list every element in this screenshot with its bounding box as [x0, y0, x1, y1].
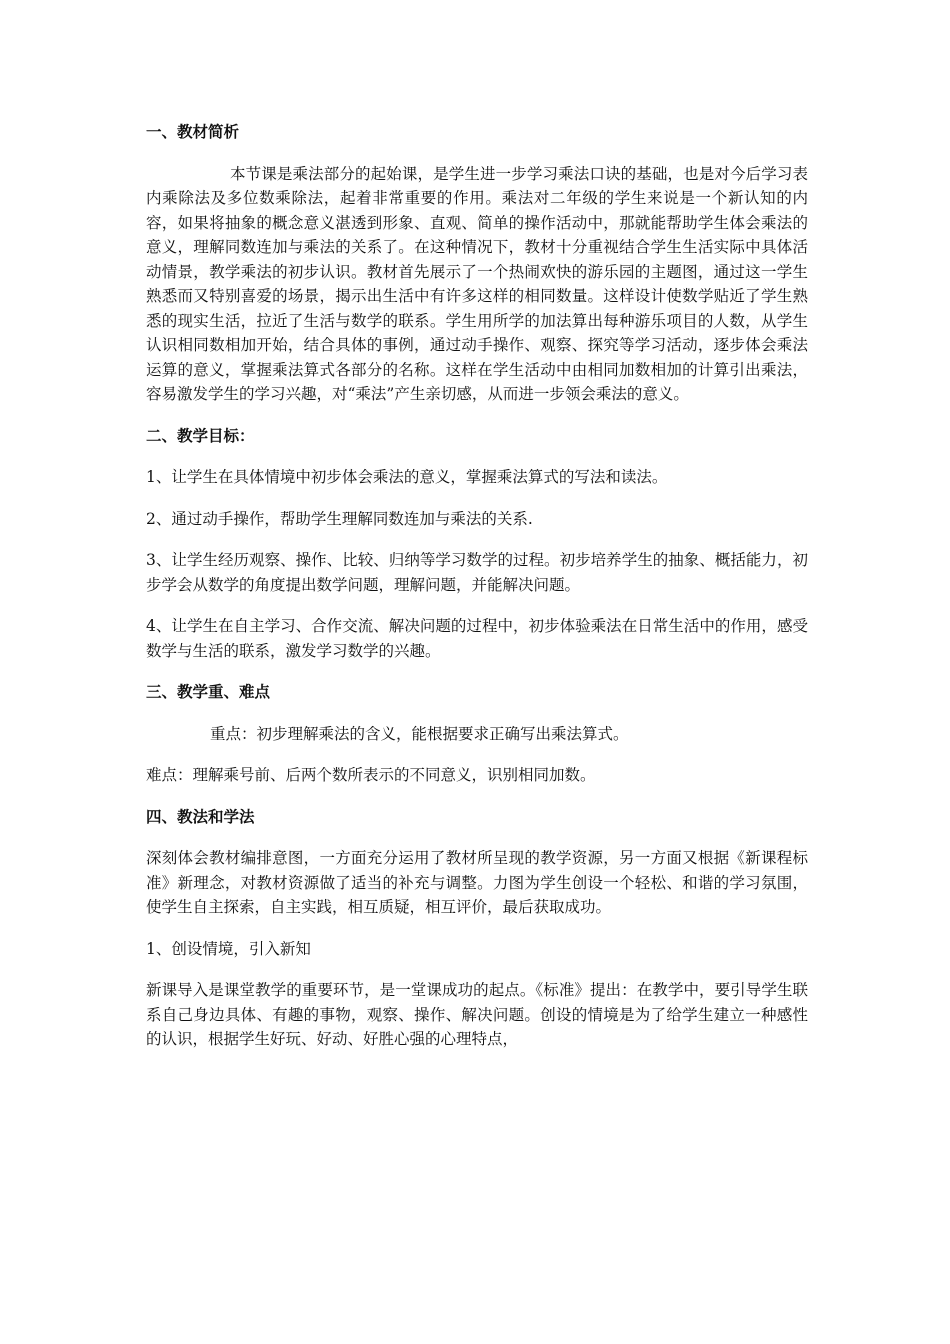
methods-paragraph: 深刻体会教材编排意图，一方面充分运用了教材所呈现的教学资源，另一方面又根据《新课程标准》新理念，对教材资源做了适当的补充与调整。力图为学生创设一个轻松、和谐的学习氛围，使学生自主探索，自主实践，相互质疑，相互评价，最后获取成功。	[146, 849, 808, 916]
teaching-goal-4: 4、让学生在自主学习、合作交流、解决问题的过程中，初步体验乘法在日常生活中的作用，感受数学与生活的联系，激发学习数学的兴趣。	[146, 617, 808, 660]
teaching-goal-3: 3、让学生经历观察、操作、比较、归纳等学习数学的过程。初步培养学生的抽象、概括能力，初步学会从数学的角度提出数学问题，理解问题，并能解决问题。	[146, 551, 808, 594]
teaching-goal-1: 1、让学生在具体情境中初步体会乘法的意义，掌握乘法算式的写法和读法。	[146, 468, 668, 486]
section-heading-methods: 四、教法和学法	[146, 807, 255, 826]
document-page	[146, 120, 808, 1069]
methods-subheading-1: 1、创设情境，引入新知	[146, 939, 311, 958]
difficult-point: 难点：理解乘号前、后两个数所表示的不同意义，识别相同加数。	[146, 766, 596, 784]
key-point: 重点：初步理解乘法的含义，能根据要求正确写出乘法算式。	[210, 724, 629, 743]
section-heading-textbook-analysis: 一、教材简析	[146, 123, 240, 141]
section-heading-key-difficult-points: 三、教学重、难点	[146, 683, 271, 701]
textbook-analysis-paragraph: 本节课是乘法部分的起始课，是学生进一步学习乘法口诀的基础，也是对今后学习表内乘除法及多位数乘除法，起着非常重要的作用。乘法对二年级的学生来说是一个新认知的内容，如果将抽象的概念意义湛透到形象、直观、简单的操作活动中，那就能帮助学生体会乘法的意义，理解同数连加与乘法的关系了。在这种情况下，教材十分重视结合学生生活实际中具体活动情景，教学乘法的初步认识。教材首先展示了一个热闹欢快的游乐园的主题图，通过这一学生熟悉而又特别喜爱的场景，揭示出生活中有许多这样的相同数量。这样设计使数学贴近了学生熟悉的现实生活，拉近了生活与数学的联系。学生用所学的加法算出每种游乐项目的人数，从学生认识相同数相加开始，结合具体的事例，通过动手操作、观察、探究等学习活动，逐步体会乘法运算的意义，掌握乘法算式各部分的名称。这样在学生活动中由相同加数相加的计算引出乘法，容易激发学生的学习兴趣，对“乘法”产生亲切感，从而进一步领会乘法的意义。	[146, 164, 808, 403]
section-heading-teaching-goals: 二、教学目标：	[146, 426, 255, 445]
teaching-goal-2: 2、通过动手操作，帮助学生理解同数连加与乘法的关系.	[146, 509, 533, 528]
methods-paragraph-2: 新课导入是课堂教学的重要环节，是一堂课成功的起点。《标准》提出：在教学中，要引导学生联系自己身边具体、有趣的事物，观察、操作、解决问题。创设的情境是为了给学生建立一种感性的认识，根据学生好玩、好动、好胜心强的心理特点，	[146, 981, 808, 1048]
